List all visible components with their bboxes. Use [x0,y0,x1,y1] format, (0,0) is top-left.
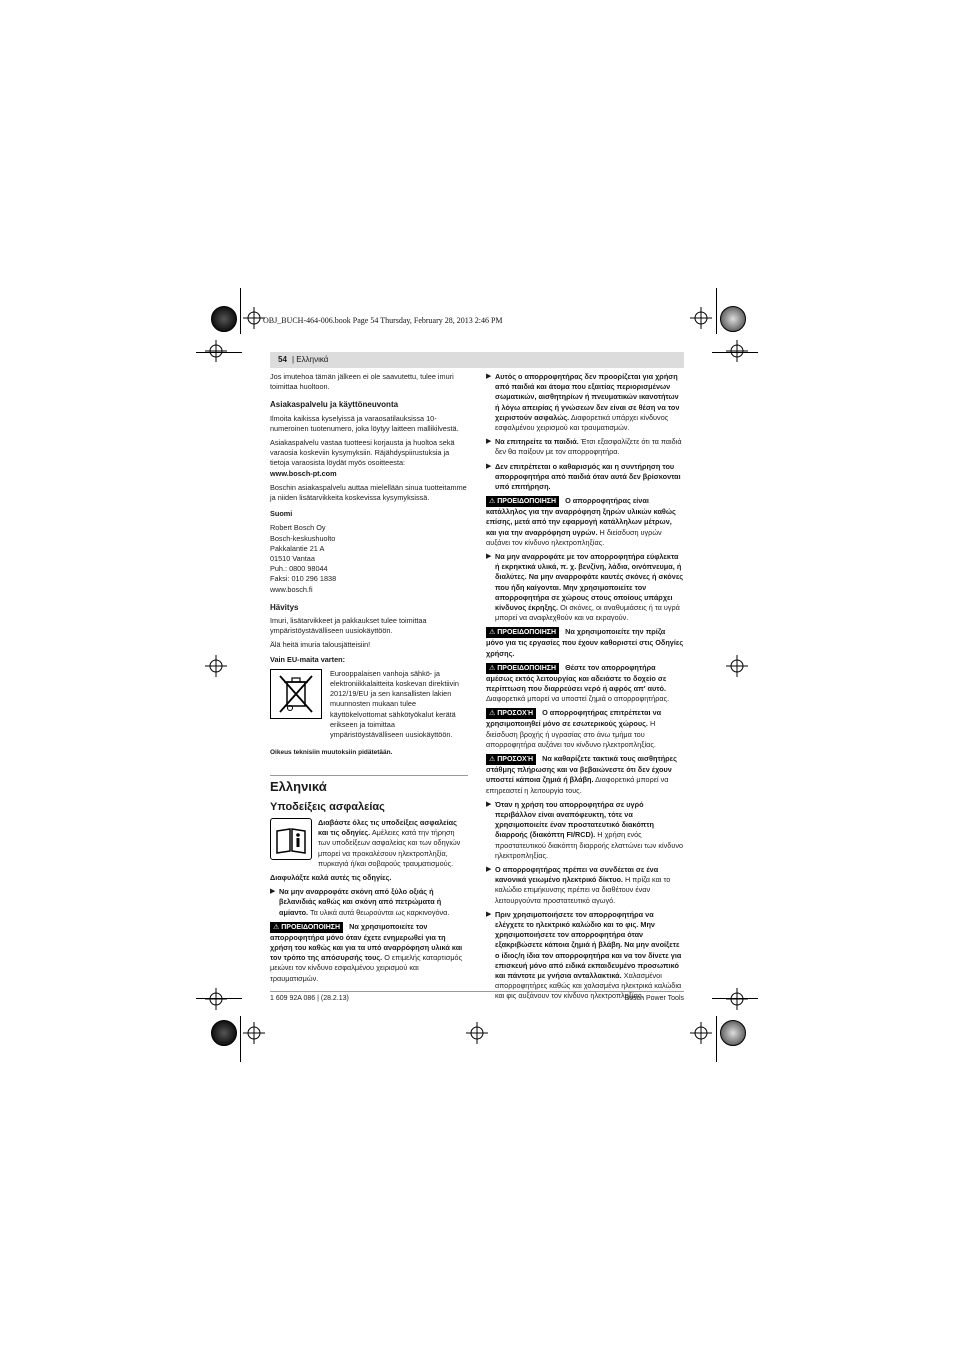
section-title: Ελληνικά [270,778,327,794]
safety-bullet [486,462,684,493]
bullet-arrow-icon: ▶ [486,553,492,561]
safety-bullet [486,372,684,433]
country-label: Suomi [270,509,293,519]
warning-bold-text: Θέστε τον απορροφητήρα αμέσως εκτός λειτουργίας και αδειάστε το δοχείο σε περίπτωση που διαρρεύσει νερό ή αφρός απ' αυτό. [486,662,667,694]
section-divider [270,775,468,776]
bullet-arrow-icon: ▶ [486,910,492,918]
crop-mark [240,288,241,334]
service-paragraph: Boschin asiakaspalvelu auttaa mielellään sinua tuotteitamme ja niiden lisätarvikkeita koskevissa kysymyksissä. [270,482,467,503]
registration-mark-icon [690,1022,712,1044]
safety-bullet [486,910,684,1002]
read-manual-icon [270,818,312,860]
registration-mark-icon [726,655,748,677]
page-number: 54 [278,355,287,364]
read-instructions-block [270,818,468,869]
header-language: | Ελληνικά [292,355,329,364]
address-block [270,523,468,594]
rights-notice: Oikeus teknisiin muutoksiin pidätetään. [270,749,393,757]
caution-text: Η διείσδυση βροχής ή υγρασίας στο άνω τμήμα του απορροφητήρα αυξάνει τον κίνδυνο ηλεκτροπληξίας. [486,719,656,749]
warning-label: ΠΡΟΕΙΔΟΠΟΙΗΣΗ [497,664,557,672]
caution-bold-text: Να καθαρίζετε τακτικά τους αισθητήρες στάθμης πλήρωσης και να βεβαιώνεστε ότι δεν έχουν υποστεί κάποια ζημιά ή βλάβη. [486,754,677,785]
read-instructions-text: Αμέλειες κατά την τήρηση των υποδείξεων ασφαλείας και των οδηγιών μπορεί να προκαλέσουν ηλεκτροπληξία, πυρκαγιά ή/και σοβαρούς τραυματισμούς. [318,828,461,868]
color-dial-icon [211,1020,237,1046]
registration-mark-icon [726,340,748,362]
bullet-text: Τα υλικά αυτά θεωρούνται ως καρκινογόνα. [309,907,450,917]
bullet-bold-text: Αυτός ο απορροφητήρας δεν προορίζεται για χρήση από παιδιά και άτομα που εξαιτίας περιορισμένων σωματικών, αισθητηρίων ή πνευματικών ικανοτήτων ή λόγω απειρίας ή γνώσεων δεν είναι σε θέση να τον χειριστούν ασφαλώς. [495,372,680,422]
page-footer [270,991,684,1002]
safety-bullet [486,865,684,906]
intro-paragraph: Jos imutehoa tämän jälkeen ei ole saavutettu, tulee imuri toimittaa huoltoon. [270,372,454,392]
color-dial-icon [211,306,237,332]
crop-mark [240,1016,241,1062]
address-line: 01510 Vantaa [270,554,315,564]
address-line: Faksi: 010 296 1838 [270,574,337,584]
bullet-bold-text: Δεν επιτρέπεται ο καθαρισμός και η συντήρηση του απορροφητήρα από παιδιά όταν αυτά δεν βρίσκονται υπό επιτήρηση. [495,461,681,492]
eu-directive-text: Eurooppalaisen vanhoja sähkö- ja elektroniikkalaitteita koskevan direktiivin 2012/19/EU ja sen kansallisten lakien muunnosten mukaan tulee käyttökelvottomat sähkötyökalut kerätä erikseen ja toimittaa ympäristöystävälliseen uusiokäyttöön. [330,668,459,740]
caution-label: ΠΡΟΣΟΧΉ [497,756,534,764]
bullet-arrow-icon: ▶ [270,888,276,896]
caution-bold-text: Ο απορροφητήρας επιτρέπεται να χρησιμοποιηθεί μόνο σε εσωτερικούς χώρους. [486,708,662,729]
disposal-heading: Hävitys [270,602,299,612]
eu-only-label: Vain EU-maita varten: [270,654,346,664]
disposal-paragraph: Imuri, lisätarvikkeet ja pakkaukset tulee toimittaa ympäristöystävälliseen uusiokäyttöön. [270,616,427,636]
registration-mark-icon [726,988,748,1010]
bullet-bold-text: Πριν χρησιμοποιήσετε τον απορροφητήρα να ελέγχετε το ηλεκτρικό καλώδιο και το φις. Μην χρησιμοποιήσετε τον απορροφητήρα όταν εξακριβώσετε κάποια ζημιά ή βλάβη. Να μην ανοίξετε ο ίδιος/η ίδια τον απορροφητήρα και να τον δίνετε για επισκευή μόνο από ειδικά εκπαιδευμένο προσωπικό και πάντοτε με γνήσια ανταλλακτικά. [495,909,682,980]
warning-paragraph [486,496,684,548]
crop-mark [716,288,717,334]
keep-instructions: Διαφυλάξτε καλά αυτές τις οδηγίες. [270,872,392,882]
warning-badge: ⚠ ΠΡΟΕΙΔΟΠΟΙΗΣΗ [270,922,343,933]
bullet-text: Χαλασμένοι απορροφητήρες καθώς και χαλασμένα ηλεκτρικά καλώδια και φις αυξάνουν τον κίνδυνο ηλεκτροπληξίας. [495,970,682,1001]
warning-label: ΠΡΟΕΙΔΟΠΟΙΗΣΗ [281,923,341,931]
bullet-text: Διαφορετικά υπάρχει κίνδυνος εσφαλμένου χειρισμού και τραυματισμών. [495,412,669,433]
caution-paragraph [486,708,684,750]
bullet-bold-text: Ο απορροφητήρας πρέπει να συνδέεται σε ένα κανονικά γειωμένο ηλεκτρικό δίκτυο. [495,864,659,885]
crop-mark [716,1016,717,1062]
warning-text: Ο επιμελής καταρτισμός μειώνει τον κίνδυνο εσφαλμένου χειρισμού και τραυματισμών. [270,953,463,983]
service-paragraph: Asiakaspalvelu vastaa tuotteesi korjausta ja huoltoa sekä varaosia koskeviin kysymyksiin. Räjähdyspiirustuksia ja tietoja varaosista löydät myös osoitteesta: [270,438,455,468]
warning-paragraph [270,922,468,984]
warning-badge: ⚠ ΠΡΟΕΙΔΟΠΟΙΗΣΗ [486,627,559,638]
bullet-text: Η πρίζα και το καλώδιο επιμήκυνσης πρέπει να διαθέτουν έναν λειτουργούντα προστατευτικό αγωγό. [495,875,671,905]
bullet-bold-text: Να μην αναρροφάτε με τον απορροφητήρα εύφλεκτα ή εκρηκτικά υλικά, π. χ. βενζίνη, λάδια, οινόπνευμα, ή διαλύτες. Να μην αναρροφάτε καυτές σκόνες ή σκόνες που ήδη καίγονται. Μην χρησιμοποιείτε τον απορροφητήρα σε χώρους στους οποίους υπάρχει κίνδυνος έκρηξης. [495,552,684,613]
registration-mark-icon [466,1022,488,1044]
crossed-bin-icon [270,669,322,719]
service-url-link[interactable]: www.bosch-pt.com [270,468,337,478]
read-instructions-bold: Διαβάστε όλες τις υποδείξεις ασφαλείας και τις οδηγίες. [318,817,457,838]
warning-bold-text: Να χρησιμοποιείτε τον απορροφητήρα μόνο όταν έχετε ενημερωθεί για τη χρήση του καθώς και για τα υπό αναρρόφηση υλικά και τον τρόπο της απόσυρσής τους. [270,921,463,963]
bullet-bold-text: Να επιτηρείτε τα παιδιά. [495,437,579,447]
right-column [486,372,684,1006]
warning-badge: ⚠ ΠΡΟΕΙΔΟΠΟΙΗΣΗ [486,496,559,507]
registration-mark-icon [205,655,227,677]
safety-bullet [486,800,684,861]
warning-text: Η διείσδυση υγρών αυξάνει τον κίνδυνο ηλεκτροπληξίας. [486,527,662,547]
warning-bold-text: Να χρησιμοποιείτε την πρίζα μόνο για τις εργασίες που έχουν καθοριστεί στις Οδηγίες χρήσης. [486,627,684,658]
color-dial-icon [720,306,746,332]
bullet-bold-text: Όταν η χρήση του απορροφητήρα σε υγρό περιβάλλον είναι αναπόφευκτη, τότε να χρησιμοποιείτε έναν προστατευτικό διακόπτη διαρροής (διακόπτη FI/RCD). [495,799,654,840]
warning-paragraph [486,663,684,705]
address-line: Pakkalantie 21 A [270,543,325,553]
safety-bullet [486,437,684,457]
service-heading: Asiakaspalvelu ja käyttöneuvonta [270,400,399,410]
page-header [270,352,684,368]
address-line: Robert Bosch Oy [270,523,326,533]
bullet-text: Η χρήση ενός προστατευτικού διακόπτη διαρροής ελαττώνει των κίνδυνο ηλεκτροπληξίας. [495,830,684,860]
bullet-arrow-icon: ▶ [486,373,492,380]
warning-bold-text: Ο απορροφητήρας είναι κατάλληλος για την αναρρόφηση ξηρών υλικών καθώς επίσης, μετά από την εφαρμογή κατάλληλων μέτρων, και για την αναρρόφηση υγρών. [486,496,676,537]
footer-brand: Bosch Power Tools [624,995,684,1002]
warning-label: ΠΡΟΕΙΔΟΠΟΙΗΣΗ [497,629,557,637]
safety-bullet [270,887,468,918]
footer-document-number: 1 609 92A 086 | (28.2.13) [270,995,349,1002]
print-slug: OBJ_BUCH-464-006.book Page 54 Thursday, February 28, 2013 2:46 PM [263,316,503,325]
address-line: Puh.: 0800 98044 [270,564,328,574]
address-website-link[interactable]: www.bosch.fi [270,584,313,594]
weee-notice [270,669,468,740]
left-column [270,372,468,988]
registration-mark-icon [205,988,227,1010]
caution-label: ΠΡΟΣΟΧΉ [497,710,534,718]
disposal-paragraph: Älä heitä imuria talousjätteisiin! [270,640,371,650]
caution-badge: ⚠ ΠΡΟΣΟΧΉ [486,708,536,719]
caution-text: Διαφορετικά μπορεί να επηρεαστεί η λειτουργία τους. [486,775,669,795]
safety-bullet [486,552,684,623]
registration-mark-icon [243,1022,265,1044]
bullet-arrow-icon: ▶ [486,462,492,470]
service-paragraph: Ilmoita kaikissa kyselyissä ja varaosatilauksissa 10-numeroinen tuotenumero, joka löytyy laitteen mallikilvestä. [270,413,459,433]
bullet-text: Έτσι εξασφαλίζετε ότι τα παιδιά δεν θα παίξουν με τον απορροφητήρα. [495,437,682,457]
bullet-text: Οι σκόνες, οι αναθυμιάσεις ή τα υγρά μπορεί να αναφλεχθούν και να εκραγούν. [495,603,680,623]
warning-paragraph [486,627,684,658]
bullet-arrow-icon: ▶ [486,800,492,808]
registration-mark-icon [205,340,227,362]
bullet-arrow-icon: ▶ [486,865,492,873]
caution-paragraph [486,754,684,796]
bullet-bold-text: Να μην αναρροφάτε σκόνη από ξύλο οξιάς ή βελανιδιάς καθώς και σκόνη από πετρώματα ή αμίαντο. [279,887,442,917]
warning-text: Διαφορετικά μπορεί να υποστεί ζημιά ο απορροφητήρας. [486,694,670,704]
warning-label: ΠΡΟΕΙΔΟΠΟΙΗΣΗ [497,498,557,506]
registration-mark-icon [690,307,712,329]
caution-badge: ⚠ ΠΡΟΣΟΧΉ [486,754,536,765]
bullet-arrow-icon: ▶ [486,438,492,446]
address-line: Bosch-keskushuolto [270,533,336,543]
color-dial-icon [720,1020,746,1046]
safety-title: Υποδείξεις ασφαλείας [270,800,385,813]
registration-mark-icon [243,307,265,329]
warning-badge: ⚠ ΠΡΟΕΙΔΟΠΟΙΗΣΗ [486,663,559,674]
